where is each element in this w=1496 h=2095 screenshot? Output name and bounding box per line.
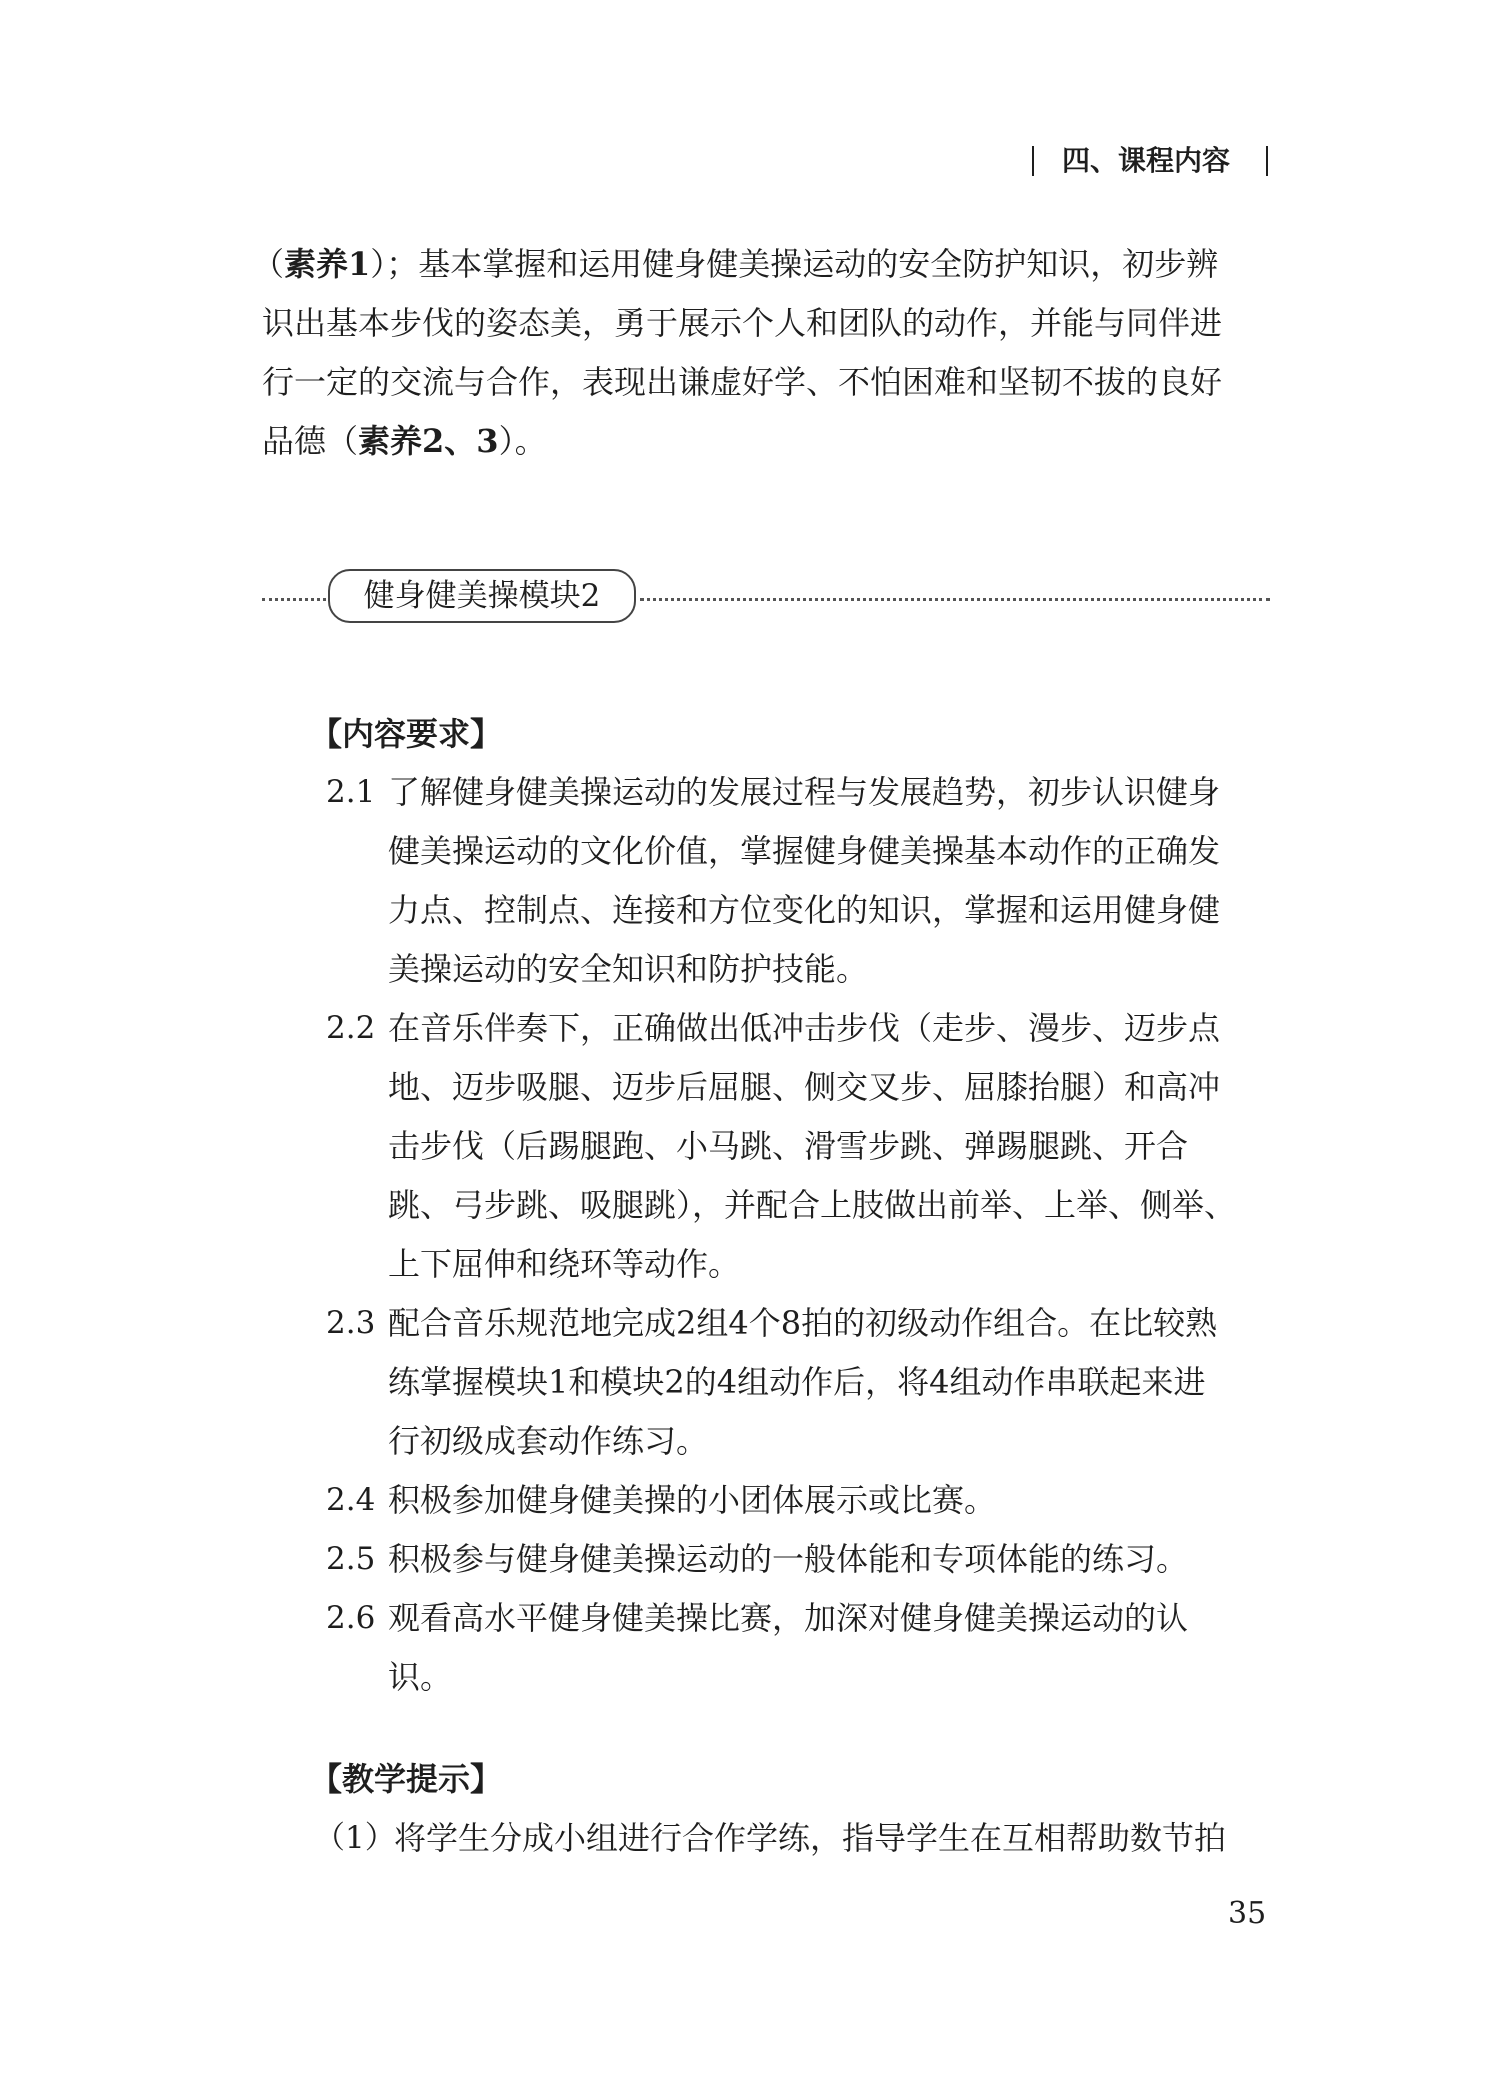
item-line: 跳、弓步跳、吸腿跳），并配合上肢做出前举、上举、侧举、	[388, 1186, 1237, 1224]
dotted-rule-left	[262, 598, 326, 601]
header-divider-left	[1032, 146, 1034, 176]
item-line: 健美操运动的文化价值，掌握健身健美操基本动作的正确发	[388, 832, 1221, 870]
intro-line: 品德（素养2、3）。	[262, 422, 547, 460]
item-line: 击步伐（后踢腿跑、小马跳、滑雪步跳、弹踢腿跳、开合	[388, 1127, 1189, 1165]
item-line: 配合音乐规范地完成2组4个8拍的初级动作组合。在比较熟	[388, 1304, 1218, 1342]
item-number: 2.6	[326, 1600, 376, 1636]
running-header	[1032, 138, 1272, 184]
running-header-title: 四、课程内容	[1062, 144, 1231, 177]
intro-line: 行一定的交流与合作，表现出谦虚好学、不怕困难和坚韧不拔的良好	[262, 363, 1223, 401]
module-title-box	[328, 569, 636, 623]
item-line: 将学生分成小组进行合作学练，指导学生在互相帮助数节拍	[394, 1819, 1227, 1857]
item-line: 积极参与健身健美操运动的一般体能和专项体能的练习。	[388, 1540, 1189, 1578]
intro-line: 识出基本步伐的姿态美，勇于展示个人和团队的动作，并能与同伴进	[262, 304, 1223, 342]
item-number: （1）	[314, 1820, 396, 1856]
item-line: 练掌握模块1和模块2的4组动作后，将4组动作串联起来进	[388, 1363, 1206, 1401]
item-line: 行初级成套动作练习。	[388, 1422, 709, 1460]
item-line: 地、迈步吸腿、迈步后屈腿、侧交叉步、屈膝抬腿）和高冲	[388, 1068, 1221, 1106]
teaching-tips-heading: 【教学提示】	[310, 1760, 503, 1798]
page-number: 35	[1228, 1896, 1267, 1931]
item-number: 2.5	[326, 1541, 376, 1577]
item-line: 积极参加健身健美操的小团体展示或比赛。	[388, 1481, 997, 1519]
module-title: 健身健美操模块2	[363, 578, 601, 614]
dotted-rule-right	[640, 598, 1270, 601]
item-line: 了解健身健美操运动的发展过程与发展趋势，初步认识健身	[388, 773, 1221, 811]
item-line: 美操运动的安全知识和防护技能。	[388, 950, 869, 988]
item-line: 在音乐伴奏下，正确做出低冲击步伐（走步、漫步、迈步点	[388, 1009, 1221, 1047]
header-divider-right	[1266, 146, 1268, 176]
item-number: 2.1	[326, 774, 376, 810]
item-number: 2.3	[326, 1305, 376, 1341]
item-number: 2.4	[326, 1482, 376, 1518]
item-line: 识。	[388, 1658, 453, 1696]
intro-line: （素养1）；基本掌握和运用健身健美操运动的安全防护知识，初步辨	[252, 245, 1219, 283]
item-line: 力点、控制点、连接和方位变化的知识，掌握和运用健身健	[388, 891, 1221, 929]
item-number: 2.2	[326, 1010, 376, 1046]
content-requirements-heading: 【内容要求】	[310, 715, 503, 753]
item-line: 观看高水平健身健美操比赛，加深对健身健美操运动的认	[388, 1599, 1189, 1637]
item-line: 上下屈伸和绕环等动作。	[388, 1245, 741, 1283]
